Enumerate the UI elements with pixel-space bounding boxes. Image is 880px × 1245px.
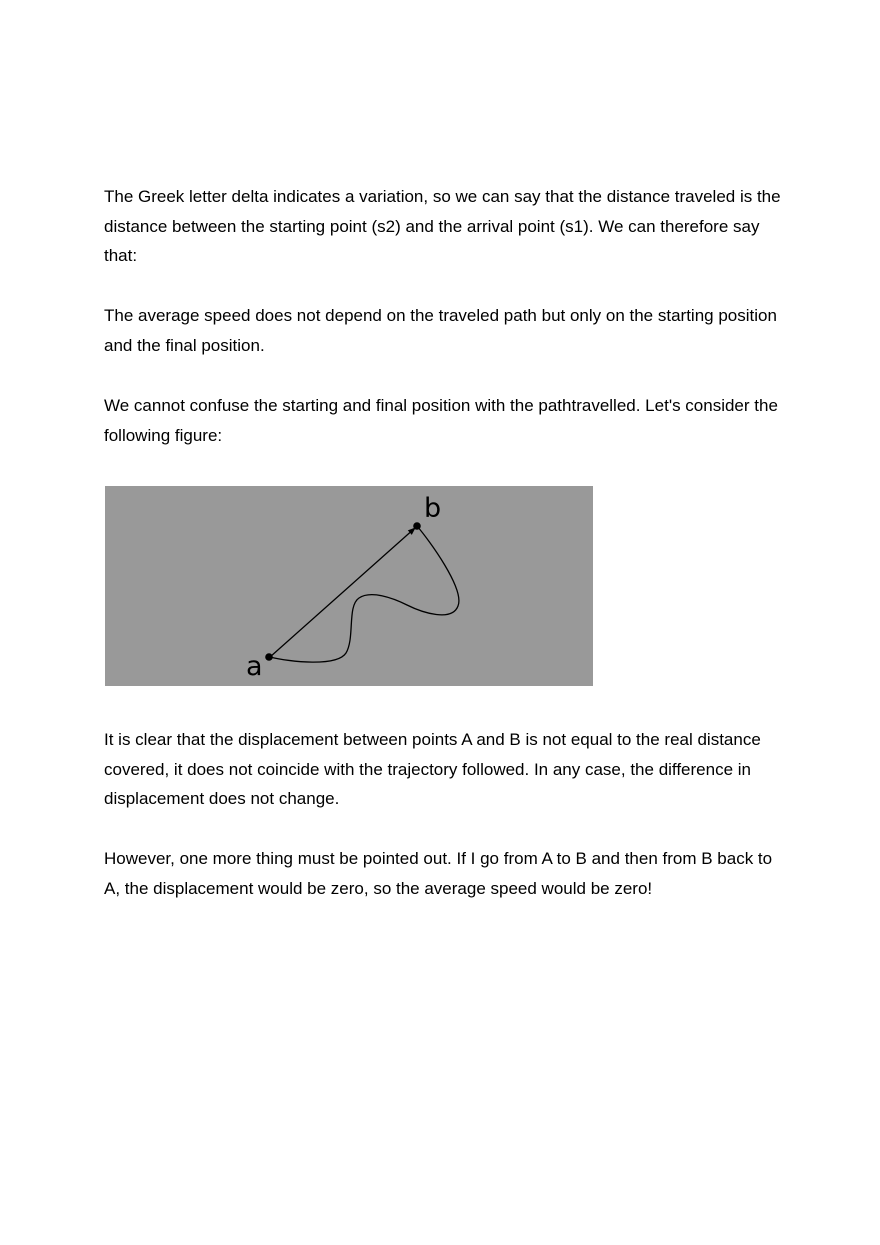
displacement-arrow <box>270 528 415 657</box>
paragraph-delta-variation: The Greek letter delta indicates a variation, so we can say that the distance traveled is the distance between the starting point (s2) and the arrival point (s1). We can therefore say that: <box>104 187 781 266</box>
paragraph-displacement-vs-distance: It is clear that the displacement between points A and B is not equal to the real distance covered, it does not coincide with the trajectory followed. In any case, the difference in displacement does not change. <box>104 730 761 809</box>
paragraph-average-speed: The average speed does not depend on the traveled path but only on the starting position and the final position. <box>104 306 777 355</box>
point-a-label: a <box>246 651 263 682</box>
displacement-diagram <box>105 486 593 686</box>
paragraph-zero-displacement: However, one more thing must be pointed out. If I go from A to B and then from B back to A, the displacement would be zero, so the average speed would be zero! <box>104 849 773 898</box>
paragraph-figure-intro: We cannot confuse the starting and final position with the pathtravelled. Let's consider the following figure: <box>104 396 778 445</box>
point-b-dot <box>413 522 421 530</box>
point-a-dot <box>265 653 273 661</box>
displacement-figure <box>105 486 593 686</box>
point-b-label: b <box>424 493 442 524</box>
trajectory-path <box>270 526 459 662</box>
